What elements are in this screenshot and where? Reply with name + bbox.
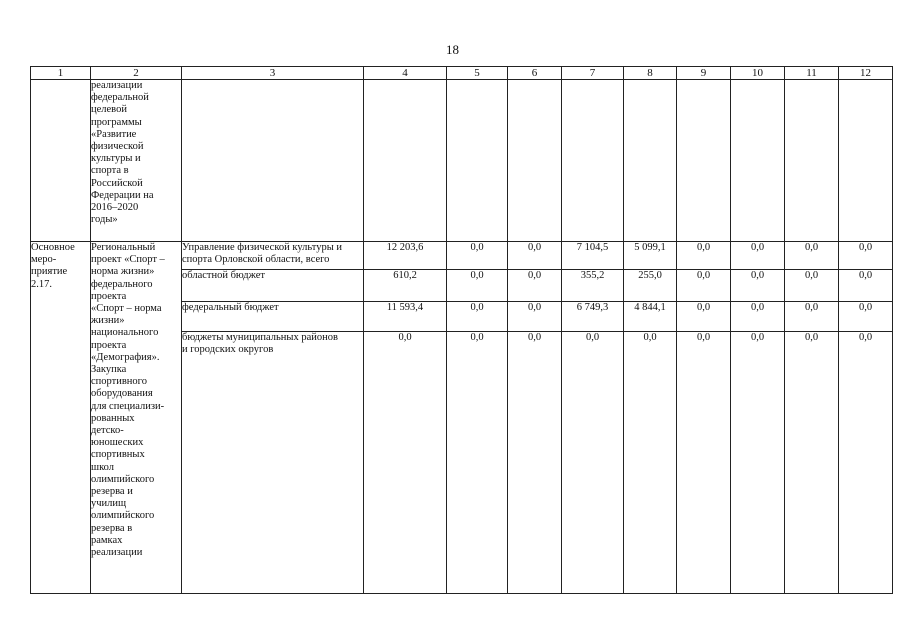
table-cell bbox=[364, 80, 447, 242]
value-cell: 0,0 bbox=[677, 332, 731, 594]
value-cell: 0,0 bbox=[364, 332, 447, 594]
table-cell bbox=[562, 80, 624, 242]
table-cell bbox=[447, 80, 508, 242]
value-cell: 0,0 bbox=[839, 270, 893, 302]
value-cell: 12 203,6 bbox=[364, 242, 447, 270]
header-cell: 12 bbox=[839, 67, 893, 80]
value-cell: 610,2 bbox=[364, 270, 447, 302]
event-description: Региональный проект «Спорт – норма жизни» федерального проекта «Спорт – норма жизни» национального проекта «Демография». Закупка спортивного оборудования для специализи- рованных детско- юношеских спортивных школ олимпийского резерва и училищ олимпийского резерва в рамках реализации bbox=[91, 242, 165, 559]
value-cell: 0,0 bbox=[508, 302, 562, 332]
header-cell: 4 bbox=[364, 67, 447, 80]
table-cell bbox=[182, 302, 364, 332]
value-cell: 0,0 bbox=[508, 270, 562, 302]
table-cell bbox=[508, 80, 562, 242]
budget-table bbox=[30, 66, 893, 594]
funding-source-label: бюджеты муниципальных районов и городских округов bbox=[182, 332, 338, 356]
header-cell: 9 bbox=[677, 67, 731, 80]
table-cell bbox=[785, 80, 839, 242]
table-row bbox=[31, 242, 893, 270]
value-cell: 0,0 bbox=[839, 332, 893, 594]
funding-source-label: областной бюджет bbox=[182, 270, 265, 281]
value-cell: 0,0 bbox=[785, 242, 839, 270]
header-cell: 8 bbox=[624, 67, 677, 80]
value-cell: 6 749,3 bbox=[562, 302, 624, 332]
table-cell bbox=[624, 80, 677, 242]
value-cell: 0,0 bbox=[677, 242, 731, 270]
value-cell: 0,0 bbox=[731, 302, 785, 332]
value-cell: 0,0 bbox=[839, 302, 893, 332]
table-cell bbox=[91, 80, 182, 242]
table-cell bbox=[677, 80, 731, 242]
header-cell: 2 bbox=[91, 67, 182, 80]
value-cell: 0,0 bbox=[785, 332, 839, 594]
header-cell: 3 bbox=[182, 67, 364, 80]
value-cell: 0,0 bbox=[731, 332, 785, 594]
header-cell: 6 bbox=[508, 67, 562, 80]
header-cell: 5 bbox=[447, 67, 508, 80]
event-number: Основное меро- приятие 2.17. bbox=[31, 242, 75, 290]
value-cell: 7 104,5 bbox=[562, 242, 624, 270]
table-cell bbox=[182, 80, 364, 242]
table-cell bbox=[31, 80, 91, 242]
value-cell: 11 593,4 bbox=[364, 302, 447, 332]
page-number: 18 bbox=[446, 42, 459, 57]
value-cell: 0,0 bbox=[508, 332, 562, 594]
funding-source-label: федеральный бюджет bbox=[182, 302, 279, 313]
table-row bbox=[31, 80, 893, 242]
header-cell: 7 bbox=[562, 67, 624, 80]
value-cell: 0,0 bbox=[624, 332, 677, 594]
event-description-continued: реализации федеральной целевой программы «Развитие физической культуры и спорта в Российской Федерации на 2016–2020 годы» bbox=[91, 80, 154, 226]
table-cell bbox=[31, 242, 91, 594]
value-cell: 0,0 bbox=[785, 302, 839, 332]
value-cell: 0,0 bbox=[785, 270, 839, 302]
value-cell: 0,0 bbox=[508, 242, 562, 270]
value-cell: 0,0 bbox=[447, 270, 508, 302]
table-cell bbox=[182, 242, 364, 270]
value-cell: 0,0 bbox=[731, 270, 785, 302]
header-cell: 1 bbox=[31, 67, 91, 80]
value-cell: 0,0 bbox=[677, 302, 731, 332]
value-cell: 0,0 bbox=[731, 242, 785, 270]
header-cell: 10 bbox=[731, 67, 785, 80]
value-cell: 255,0 bbox=[624, 270, 677, 302]
header-cell: 11 bbox=[785, 67, 839, 80]
value-cell: 0,0 bbox=[562, 332, 624, 594]
value-cell: 5 099,1 bbox=[624, 242, 677, 270]
value-cell: 4 844,1 bbox=[624, 302, 677, 332]
value-cell: 355,2 bbox=[562, 270, 624, 302]
value-cell: 0,0 bbox=[839, 242, 893, 270]
value-cell: 0,0 bbox=[447, 302, 508, 332]
table-cell bbox=[182, 332, 364, 594]
value-cell: 0,0 bbox=[677, 270, 731, 302]
funding-source-label: Управление физической культуры и спорта Орловской области, всего bbox=[182, 242, 343, 266]
table-cell bbox=[731, 80, 785, 242]
value-cell: 0,0 bbox=[447, 242, 508, 270]
value-cell: 0,0 bbox=[447, 332, 508, 594]
table-cell bbox=[182, 270, 364, 302]
table-cell bbox=[91, 242, 182, 594]
table-cell bbox=[839, 80, 893, 242]
header-row bbox=[31, 67, 893, 80]
